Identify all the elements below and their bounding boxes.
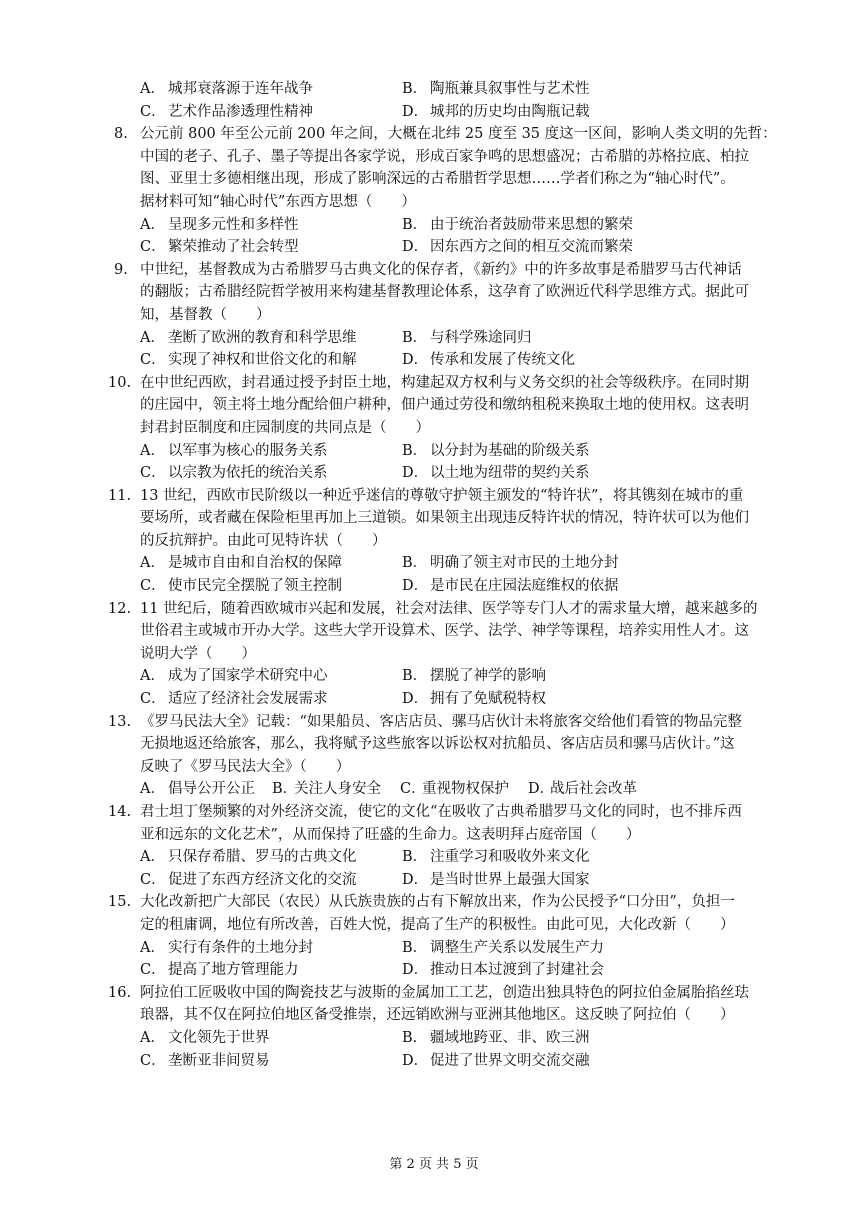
question-line: 封君封臣制度和庄园制度的共同点是（ ） [140,419,430,436]
option-c: C． 以宗教为依托的统治关系 [140,465,328,482]
option-d: D．战后社会改革 [528,781,637,798]
option-b: B．关注人身安全 [272,781,381,798]
options-row [140,937,828,960]
question-13 [108,711,828,779]
option-c: C． 促进了东西方经济文化的交流 [140,871,357,888]
question-14 [108,801,828,846]
question-number: 13. [108,713,132,730]
question-11 [108,485,828,553]
option-d: D． 以土地为纽带的契约关系 [402,465,590,482]
question-line: 8. 公元前 800 年至公元前 200 年之间，大概在北纬 25 度至 35 度这一区间，影响人类文明的先哲： [140,123,828,146]
question-line: 要场所，或者藏在保险柜里再加上三道锁。如果领主出现违反特许状的情况，特许状可以为他们 [140,510,749,527]
question-8 [114,123,828,213]
option-c: C． 提高了地方管理能力 [140,962,299,979]
question-line: 反映了《罗马民法大全》（ ） [140,758,351,775]
option-a: A． 成为了国家学术研究中心 [140,668,328,685]
question-line: 世俗君主或城市开办大学。这些大学开设算术、医学、法学、神学等课程，培养实用性人才。这 [140,623,749,640]
options-row [140,552,828,575]
question-line: 15. 大化改新把广大部民（农民）从氏族贵族的占有下解放出来，作为公民授予“口分田”，负担一 [140,891,828,914]
page-number-footer: 第 2 页 共 5 页 [389,1157,479,1172]
question-line: 定的租庸调，地位有所改善，百姓大悦，提高了生产的积极性。由此可见，大化改新（ ） [140,916,735,933]
option-a: A． 倡导公开公正 [140,781,255,798]
option-b: B． 以分封为基础的阶级关系 [402,442,590,459]
option-c: C． 适应了经济社会发展需求 [140,691,328,708]
option-b: B． 注重学习和吸收外来文化 [402,849,590,866]
option-c: C． 使市民完全摆脱了领主控制 [140,578,342,595]
option-d: D． 城邦的历史均由陶瓶记载 [402,103,590,120]
option-a: A． 是城市自由和自治权的保障 [140,555,342,572]
question-9 [114,259,828,327]
question-line: 无损地返还给旅客，那么，我将赋予这些旅客以诉讼权对抗船员、客店店员和骡马店伙计。”这 [140,736,735,753]
options-row [140,846,828,869]
question-line: 14. 君士坦丁堡频繁的对外经济交流，使它的文化“在吸收了古典希腊罗马文化的同时，也不排斥西 [140,801,828,824]
options-row [140,665,828,688]
question-number: 9. [114,261,128,278]
carryover-options-row-2 [140,101,828,124]
option-b: B． 摆脱了神学的影响 [402,668,546,685]
options-row [140,1027,828,1050]
option-b: B． 疆域地跨亚、非、欧三洲 [402,1029,590,1046]
options-row [140,778,828,801]
option-d: D． 推动日本过渡到了封建社会 [402,962,604,979]
question-line: 10. 在中世纪西欧，封君通过授予封臣土地，构建起双方权利与义务交织的社会等级秩序。在同时期 [140,372,828,395]
question-number: 10. [108,374,132,391]
options-row [140,440,828,463]
option-b: B． 明确了领主对市民的土地分封 [402,555,619,572]
option-d: D． 是当时世界上最强大国家 [402,871,590,888]
question-16 [108,982,828,1027]
question-line: 琅器，其不仅在阿拉伯地区备受推崇，还远销欧洲与亚洲其他地区。这反映了阿拉伯（ ） [140,1007,735,1024]
option-d: D． 促进了世界文明交流交融 [402,1052,590,1069]
question-number: 8. [114,126,128,143]
question-number: 12. [108,600,132,617]
option-b: B． 调整生产关系以发展生产力 [402,939,604,956]
question-line: 亚和远东的文化艺术”，从而保持了旺盛的生命力。这表明拜占庭帝国（ ） [140,826,641,843]
option-a: A． 只保存希腊、罗马的古典文化 [140,849,357,866]
options-row [140,327,828,350]
options-row [140,869,828,892]
question-line: 据材料可知“轴心时代”东西方思想（ ） [140,193,416,210]
options-row [140,959,828,982]
question-number: 16. [108,984,132,1001]
option-a: A． 垄断了欧洲的教育和科学思维 [140,329,357,346]
option-d: D． 传承和发展了传统文化 [402,352,575,369]
option-c: C． 垄断亚非间贸易 [140,1052,270,1069]
option-d: D． 是市民在庄园法庭维权的依据 [402,578,619,595]
question-line: 的庄园中，领主将土地分配给佃户耕种，佃户通过劳役和缴纳租税来换取土地的使用权。这表明 [140,397,749,414]
question-line: 的反抗辩护。由此可见特许状（ ） [140,532,387,549]
question-10 [108,372,828,440]
option-a: A． 城邦衰落源于连年战争 [140,81,313,97]
option-c: C．重视物权保护 [400,781,509,798]
option-d: D． 拥有了免赋税特权 [402,691,546,708]
option-b: B． 陶瓶兼具叙事性与艺术性 [402,81,590,97]
question-line: 图、亚里士多德相继出现，形成了影响深远的古希腊哲学思想……学者们称之为“轴心时代”。 [140,171,735,188]
option-c: C． 繁荣推动了社会转型 [140,239,299,256]
question-12 [108,598,828,666]
question-line: 说明大学（ ） [140,645,256,662]
options-row [140,462,828,485]
options-row [140,236,828,259]
question-15 [108,891,828,936]
question-line: 12. 11 世纪后，随着西欧城市兴起和发展，社会对法律、医学等专门人才的需求量大增，越来越多的 [140,598,828,621]
option-b: B． 与科学殊途同归 [402,329,532,346]
question-line: 11. 13 世纪，西欧市民阶级以一种近乎迷信的尊敬守护领主颁发的“特许状”，将其镌刻在城市的重 [140,485,828,508]
question-number: 11. [108,487,132,504]
option-a: A． 实行有条件的土地分封 [140,939,313,956]
option-a: A． 文化领先于世界 [140,1029,270,1046]
option-a: A． 以军事为核心的服务关系 [140,442,328,459]
question-line: 中国的老子、孔子、墨子等提出各家学说，形成百家争鸣的思想盛况；古希腊的苏格拉底、柏拉 [140,148,749,165]
option-c: C． 实现了神权和世俗文化的和解 [140,352,357,369]
carryover-options-row-1 [140,78,828,101]
option-a: A． 呈现多元性和多样性 [140,216,299,233]
question-line: 16. 阿拉伯工匠吸收中国的陶瓷技艺与波斯的金属加工工艺，创造出独具特色的阿拉伯金属胎掐丝珐 [140,982,828,1005]
options-row [140,1050,828,1073]
question-line: 的翻版；古希腊经院哲学被用来构建基督教理论体系，这孕育了欧洲近代科学思维方式。据此可 [140,284,749,301]
option-c: C． 艺术作品渗透理性精神 [140,103,313,120]
question-line: 9. 中世纪，基督教成为古希腊罗马古典文化的保存者，《新约》中的许多故事是希腊罗马古代神话 [140,259,828,282]
options-row [140,688,828,711]
question-line: 知，基督教（ ） [140,306,271,323]
question-number: 15. [108,894,132,911]
question-line: 13. 《罗马民法大全》记载：“如果船员、客店店员、骡马店伙计未将旅客交给他们看管的物品完整 [140,711,828,734]
option-d: D． 因东西方之间的相互交流而繁荣 [402,239,633,256]
options-row [140,349,828,372]
question-number: 14. [108,804,132,820]
options-row [140,214,828,237]
option-b: B． 由于统治者鼓励带来思想的繁荣 [402,216,633,233]
options-row [140,575,828,598]
